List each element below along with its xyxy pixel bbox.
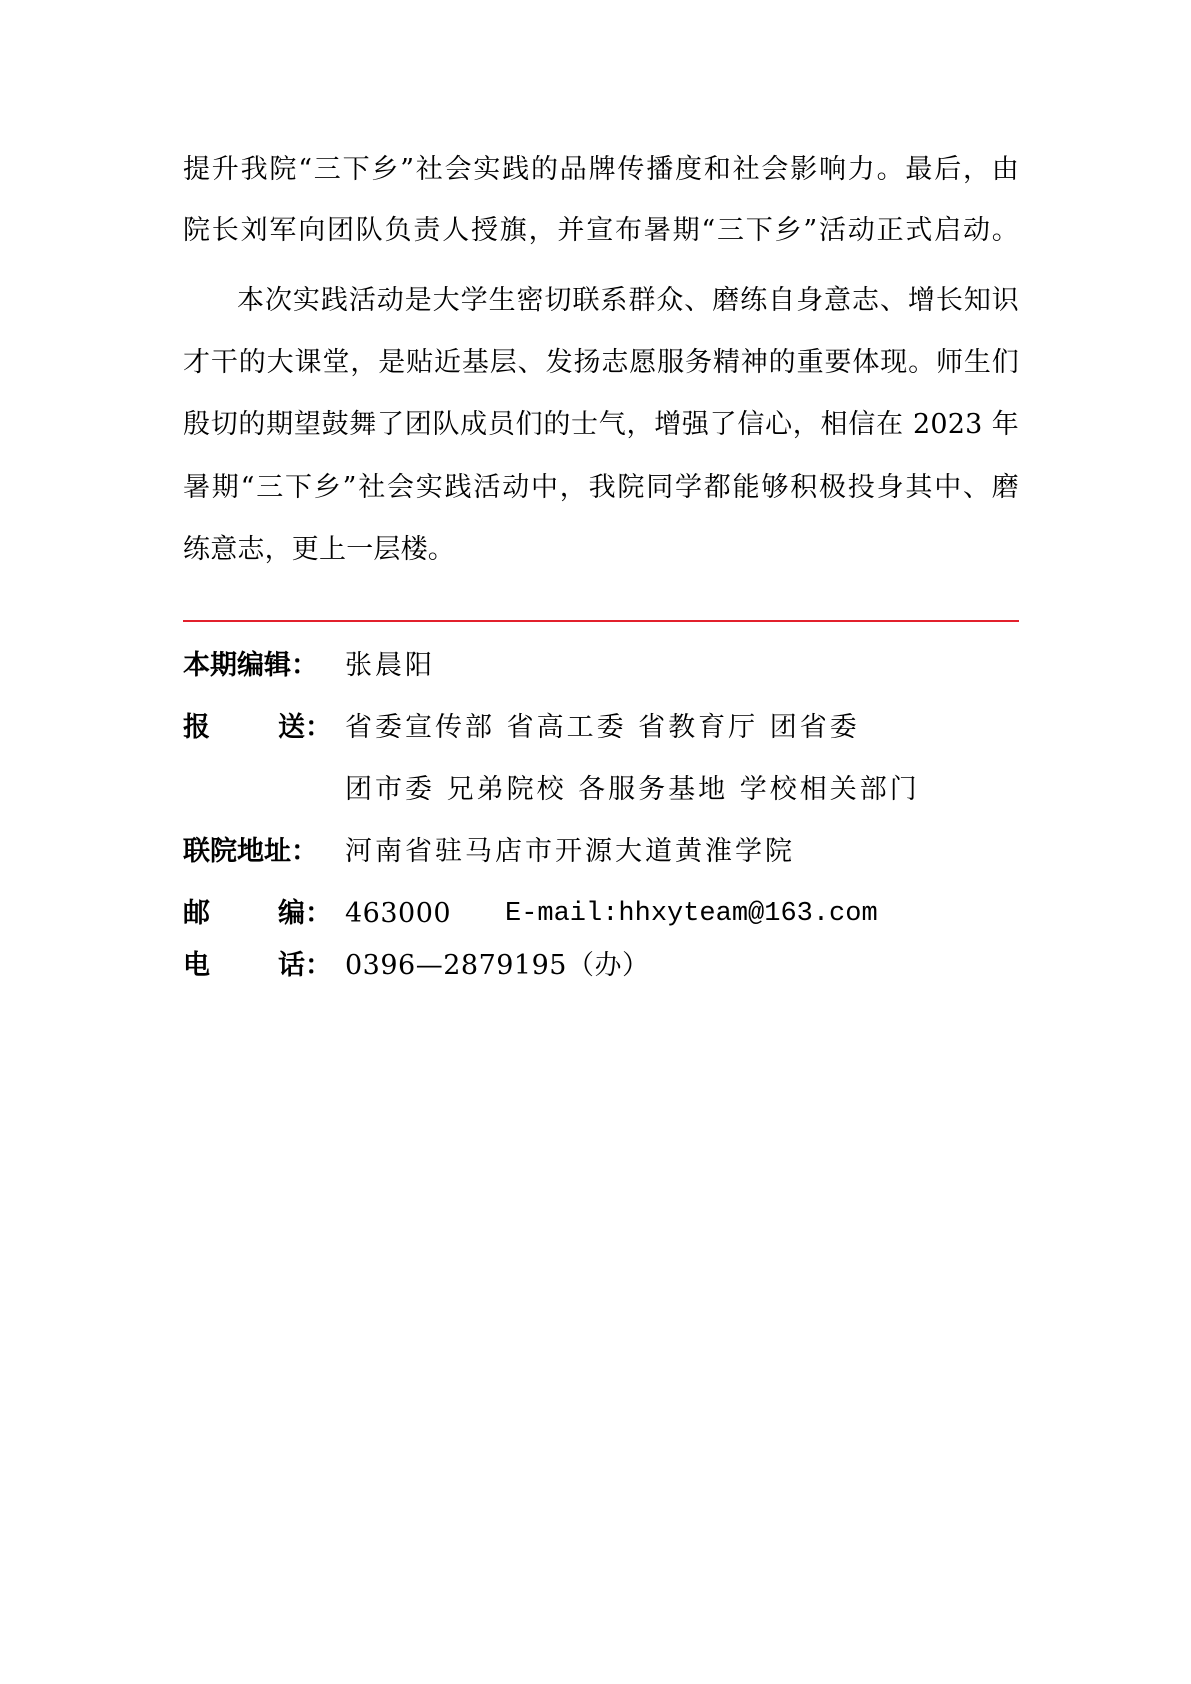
address-label: 联院地址：	[183, 836, 318, 867]
red-divider-rule	[183, 620, 1019, 622]
phone-label-char-1: 电	[183, 950, 210, 981]
postcode-value: 463000	[345, 898, 452, 929]
phone-label-char-2: 话：	[278, 950, 332, 981]
editor-label: 本期编辑：	[183, 650, 318, 681]
body-text-line-1: 提升我院“三下乡”社会实践的品牌传播度和社会影响力。最后，由	[183, 154, 1019, 185]
send-label-char-1: 报	[183, 712, 210, 743]
send-recipients-line-1: 省委宣传部 省高工委 省教育厅 团省委	[345, 712, 860, 743]
body-text-line-6: 暑期“三下乡”社会实践活动中，我院同学都能够积极投身其中、磨	[183, 472, 1019, 503]
body-text-line-3: 本次实践活动是大学生密切联系群众、磨练自身意志、增长知识	[237, 285, 1019, 316]
body-text-line-7: 练意志，更上一层楼。	[183, 534, 455, 565]
body-text-line-5: 殷切的期望鼓舞了团队成员们的士气，增强了信心，相信在 2023 年	[183, 409, 1019, 440]
postcode-label-char-1: 邮	[183, 898, 210, 929]
send-recipients-line-2: 团市委 兄弟院校 各服务基地 学校相关部门	[345, 774, 920, 805]
body-text-line-4: 才干的大课堂，是贴近基层、发扬志愿服务精神的重要体现。师生们	[183, 347, 1019, 378]
email-value: E-mail:hhxyteam@163.com	[505, 899, 878, 929]
postcode-label-char-2: 编：	[278, 898, 332, 929]
send-label-char-2: 送：	[278, 712, 332, 743]
phone-value: 0396—2879195（办）	[345, 950, 650, 981]
address-value: 河南省驻马店市开源大道黄淮学院	[345, 836, 795, 867]
body-text-line-2: 院长刘军向团队负责人授旗，并宣布暑期“三下乡”活动正式启动。	[183, 215, 1019, 246]
editor-value: 张晨阳	[345, 650, 435, 681]
